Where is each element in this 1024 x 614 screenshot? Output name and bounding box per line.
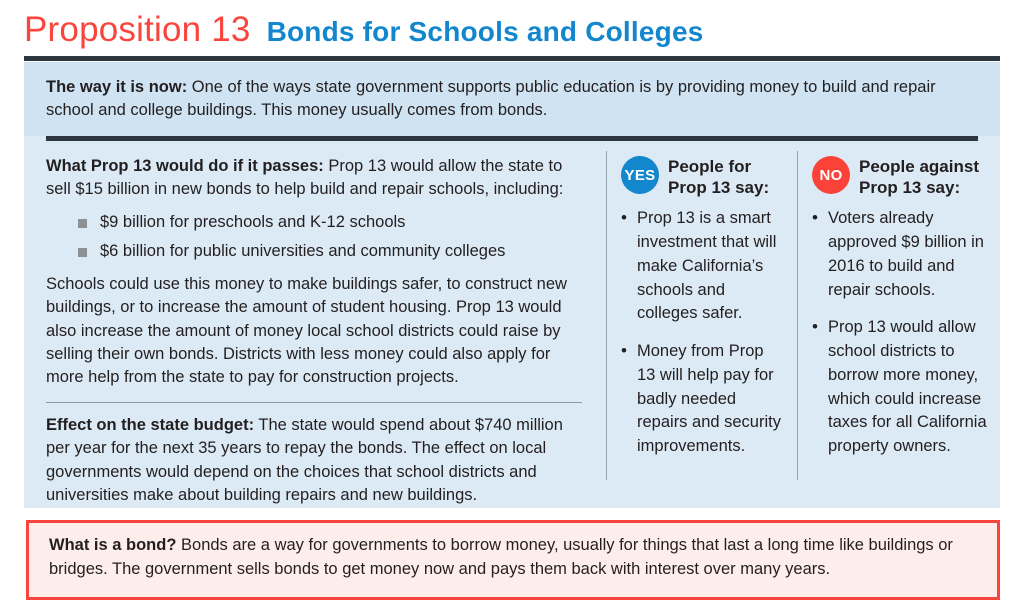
proposition-subject: Bonds for Schools and Colleges (266, 16, 704, 47)
way-it-is-now-lead: The way it is now: (46, 78, 188, 96)
list-item: • Money from Prop 13 will help pay for badly needed repairs and security improvements. (621, 340, 785, 459)
what-is-a-bond-lead: What is a bond? (49, 536, 177, 554)
main-content-column (24, 141, 606, 508)
what-is-a-bond-box (26, 520, 1000, 600)
what-is-a-bond-paragraph (49, 534, 979, 582)
yes-title: People for Prop 13 say: (668, 157, 770, 197)
no-argument-column (798, 141, 1000, 508)
funding-bullet-list (46, 211, 582, 264)
budget-effect-text: The state would spend about $740 million per year for the next 35 years to repay the bonds. The effect on local governments would depend on the choices that school districts and universities make about building repairs and new buildings. (46, 415, 563, 505)
yes-header (621, 155, 785, 198)
what-would-do-lead: What Prop 13 would do if it passes: (46, 157, 324, 175)
list-item: • Prop 13 would allow school districts to borrow more money, which could increase taxes for all California property owners. (812, 316, 990, 459)
list-item: $9 billion for preschools and K-12 schools (78, 211, 582, 234)
no-badge-icon: NO (812, 156, 850, 194)
schools-use-paragraph: Schools could use this money to make buildings safer, to construct new buildings, or to increase the amount of student housing. Prop 13 would also increase the amount of money local school districts could raise by selling their own bonds. Districts with less money could also apply for more help from the state to pay for construction projects. (46, 274, 567, 387)
budget-effect-paragraph (46, 414, 582, 508)
way-it-is-now-section (24, 62, 1000, 136)
no-header (812, 155, 990, 198)
way-it-is-now-text: One of the ways state government supports public education is by providing money to build and repair school and college buildings. This money usually comes from bonds. (46, 78, 936, 120)
panel-columns (24, 141, 1000, 508)
no-points-list (812, 207, 990, 459)
list-item: • Voters already approved $9 billion in 2016 to build and repair schools. (812, 207, 990, 302)
yes-badge-icon: YES (621, 156, 659, 194)
list-item: $6 billion for public universities and community colleges (78, 240, 582, 263)
list-item: • Prop 13 is a smart investment that will make California’s schools and colleges safer. (621, 207, 785, 326)
budget-divider-rule (46, 402, 582, 403)
title-divider-rule (24, 56, 1000, 61)
yes-argument-column (607, 141, 797, 508)
what-is-a-bond-text: Bonds are a way for governments to borrow money, usually for things that last a long time like buildings or bridges. The government sells bonds to get money now and pays them back with interest over many years. (49, 536, 953, 578)
no-title: People against Prop 13 say: (859, 157, 979, 197)
proposition-number: Proposition 13 (24, 10, 251, 49)
main-panel (24, 62, 1000, 508)
page-title (24, 10, 704, 50)
yes-points-list (621, 207, 785, 459)
what-would-do-text: Prop 13 would allow the state to sell $15 billion in new bonds to help build and repair schools, including: (46, 157, 564, 199)
budget-effect-lead: Effect on the state budget: (46, 415, 255, 434)
way-it-is-now-paragraph (46, 76, 978, 123)
what-would-do-paragraph (46, 155, 582, 202)
